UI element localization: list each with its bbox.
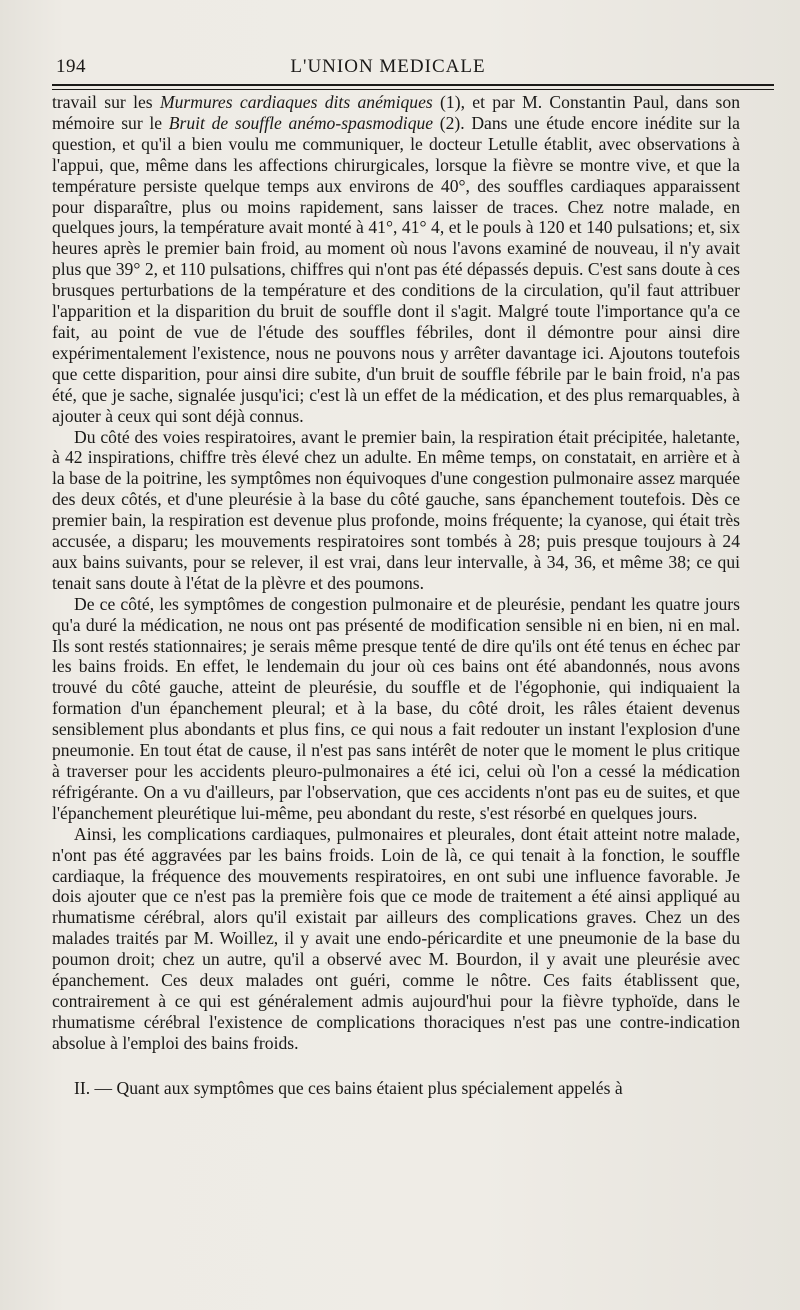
running-head (56, 46, 770, 78)
paragraph-3: De ce côté, les symptômes de congestion pulmonaire et de pleurésie, pendant les quatre jours qu'a duré la médication, ne nous ont pas présenté de modification sensible ni en bien, ni en mal. Ils sont restés stationnaires; je serais même presque tenté de dire qu'ils ont été tenus en échec par les bains froids. En effet, le lendemain du jour où ces bains ont été abandonnés, nous avons trouvé du côté gauche, atteint de pleurésie, du souffle et de l'égophonie, qui indiquaient la formation d'un épanchement pleural; et à la base, du côté droit, les râles étaient devenus sensiblement plus abondants et plus fins, ce qui nous a fait redouter un instant l'explosion d'une pneumonie. En tout état de cause, il n'est pas sans intérêt de noter que le moment le plus critique à traverser pour les accidents pleuro-pulmonaires a été ici, celui où l'on a cessé la médication réfrigérante. On a vu d'ailleurs, par l'observation, que ces accidents n'ont pas eu de suites, et que l'épanchement pleurétique lui-même, peu abondant du reste, s'est résorbé en quelques jours. (52, 593, 740, 823)
paragraph-1 (52, 92, 740, 427)
journal-title: L'UNION MEDICALE (290, 56, 486, 77)
paragraph-4: Ainsi, les complications cardiaques, pulmonaires et pleurales, dont était atteint notre malade, n'ont pas été aggravées par les bains froids. Loin de là, ce qui tenait à la fonction, le souffle cardiaque, la fréquence des mouvements respiratoires, en ont subi une influence favorable. Je dois ajouter que ce n'est pas la première fois que ce mode de traitement a été ainsi appliqué au rhumatisme cérébral, alors qu'il existait par ailleurs des complications graves. Chez un des malades traités par M. Woillez, il y avait une endo-péricardite et une pneumonie de la base du poumon droit; chez un autre, qu'il a observé avec M. Bourdon, il y avait une pleurésie avec épanchement. Ces deux malades ont guéri, comme le nôtre. Ces faits établissent que, contrairement à ce qui est généralement admis aujourd'hui pour la fièvre typhoïde, dans le rhumatisme cérébral l'existence de complications thoraciques n'est pas une contre-indication absolue à l'emploi des bains froids. (52, 823, 740, 1053)
p1-text-2: (1), et par M. Constantin Paul, dans son mémoire sur le (52, 92, 740, 133)
p1-text-3: (2). Dans une étude encore inédite sur la question, et qu'il a bien voulu me communiquer, le docteur Letulle établit, avec observations à l'appui, que, même dans les affections chirurgicales, lorsque la fièvre se montre vive, et que la température persiste quelque temps aux environs de 40°, des souffles cardiaques apparaissent pour disparaître, plus ou moins rapidement, sans laisser de traces. Chez notre malade, en quelques jours, la température avait monté à 41°, 41° 4, et le pouls à 120 et 140 pulsations; et, six heures après le premier bain froid, au moment où nous l'avons examiné de nouveau, il n'y avait plus que 39° 2, et 110 pulsations, chiffres qui n'ont pas été dépassés depuis. C'est sans doute à ces brusques perturbations de la température et des conditions de la circulation, qu'il faut attribuer l'apparition et la disparition du bruit de souffle dont il s'agit. Malgré toute l'importance qu'a ce fait, au point de vue de l'étude des souffles fébriles, dont il démontre pour ainsi dire expérimentalement l'existence, nous ne pouvons nous y arrêter davantage ici. Ajoutons toutefois que cette disparition, pour ainsi dire subite, d'un bruit de souffle fébrile par le bain froid, n'a pas été, que je sache, signalée jusqu'ici; c'est là un effet de la médication, et des plus remarquables, à ajouter à ceux qui sont déjà connus. (52, 112, 740, 426)
cited-title-murmures: Murmures cardiaques dits anémiques (159, 92, 433, 112)
page-number: 194 (56, 56, 86, 77)
paragraph-2: Du côté des voies respiratoires, avant le premier bain, la respiration était précipitée, haletante, à 42 inspirations, chiffre très élevé chez un adulte. En même temps, on constatait, en arrière et à la base de la poitrine, les symptômes non équivoques d'une congestion pulmonaire assez marquée des deux côtés, et d'une pleurésie à la base du côté gauche, sans épanchement toutefois. Dès ce premier bain, la respiration est devenue plus profonde, moins fréquente; la cyanose, qui était très accusée, a disparu; les mouvements respiratoires sont tombés à 28; puis presque toujours à 24 aux bains suivants, pour se relever, il est vrai, dans leur intervalle, à 34, 36, et même 38; ce qui tenait sans doute à l'état de la plèvre et des poumons. (52, 426, 740, 593)
paragraph-5: II. — Quant aux symptômes que ces bains étaient plus spécialement appelés à (74, 1077, 623, 1098)
header-rule (52, 84, 774, 90)
body-text (52, 92, 740, 1099)
cited-title-bruit: Bruit de souffle anémo-spasmodique (168, 112, 434, 133)
p1-text-1: travail sur les (52, 92, 160, 112)
